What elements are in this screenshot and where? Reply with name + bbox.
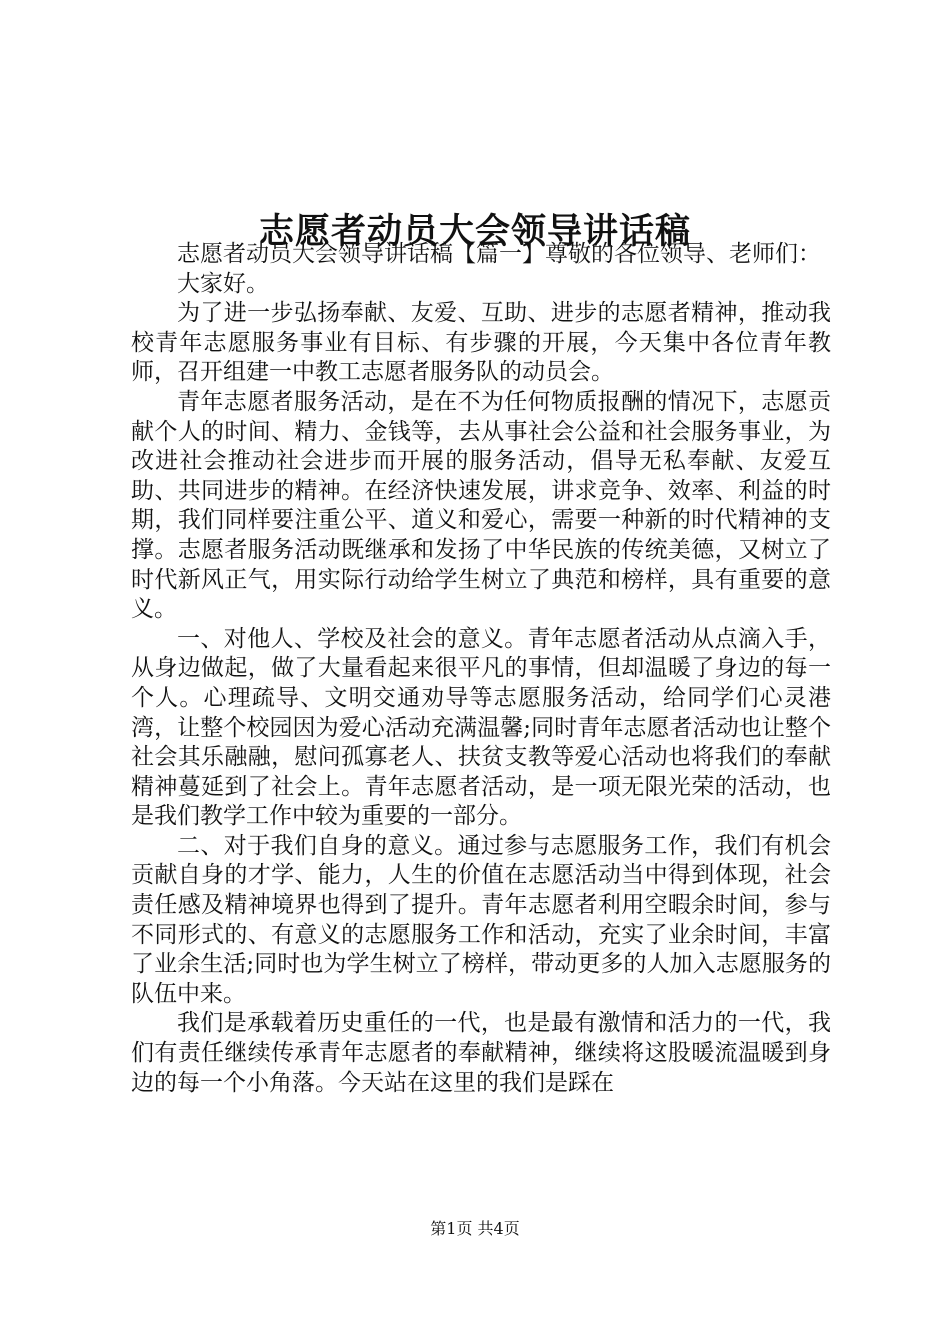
paragraph-purpose: 为了进一步弘扬奉献、友爱、互助、进步的志愿者精神，推动我校青年志愿服务事业有目标、有步骤的开展，今天集中各位青年教师，召开组建一中教工志愿者服务队的动员会。 (131, 300, 831, 386)
paragraph-greeting: 志愿者动员大会领导讲话稿【篇一】尊敬的各位领导、老师们： (177, 241, 821, 267)
paragraph-hello: 大家好。 (177, 270, 269, 297)
paragraph-significance-society: 一、对他人、学校及社会的意义。青年志愿者活动从点滴入手，从身边做起，做了大量看起来很平凡的事情，但却温暖了身边的每一个人。心理疏导、文明交通劝导等志愿服务活动，给同学们心灵港湾，让整个校园因为爱心活动充满温馨;同时青年志愿者活动也让整个社会其乐融融，慰问孤寡老人、扶贫支教等爱心活动也将我们的奉献精神蔓延到了社会上。青年志愿者活动，是一项无限光荣的活动，也是我们教学工作中较为重要的一部分。 (131, 625, 831, 830)
document-title: 志愿者动员大会领导讲话稿 (258, 211, 691, 253)
paragraph-significance-self: 二、对于我们自身的意义。通过参与志愿服务工作，我们有机会贡献自身的才学、能力，人生的价值在志愿活动当中得到体现，社会责任感及精神境界也得到了提升。青年志愿者利用空暇余时间，参与不同形式的、有意义的志愿服务工作和活动，充实了业余时间，丰富了业余生活;同时也为学生树立了榜样，带动更多的人加入志愿服务的队伍中来。 (131, 832, 831, 1007)
document-body (131, 240, 831, 1098)
page-number-footer: 第1页 共4页 (430, 1219, 520, 1238)
paragraph-volunteer-service: 青年志愿者服务活动，是在不为任何物质报酬的情况下，志愿贡献个人的时间、精力、金钱等，去从事社会公益和社会服务事业，为改进社会推动社会进步而开展的服务活动，倡导无私奉献、友爱互助、共同进步的精神。在经济快速发展，讲求竞争、效率、利益的时期，我们同样要注重公平、道义和爱心，需要一种新的时代精神的支撑。志愿者服务活动既继承和发扬了中华民族的传统美德，又树立了时代新风正气，用实际行动给学生树立了典范和榜样，具有重要的意义。 (131, 388, 831, 623)
paragraph-responsibility: 我们是承载着历史重任的一代，也是最有激情和活力的一代，我们有责任继续传承青年志愿者的奉献精神，继续将这股暖流温暖到身边的每一个小角落。今天站在这里的我们是踩在 (131, 1010, 831, 1096)
